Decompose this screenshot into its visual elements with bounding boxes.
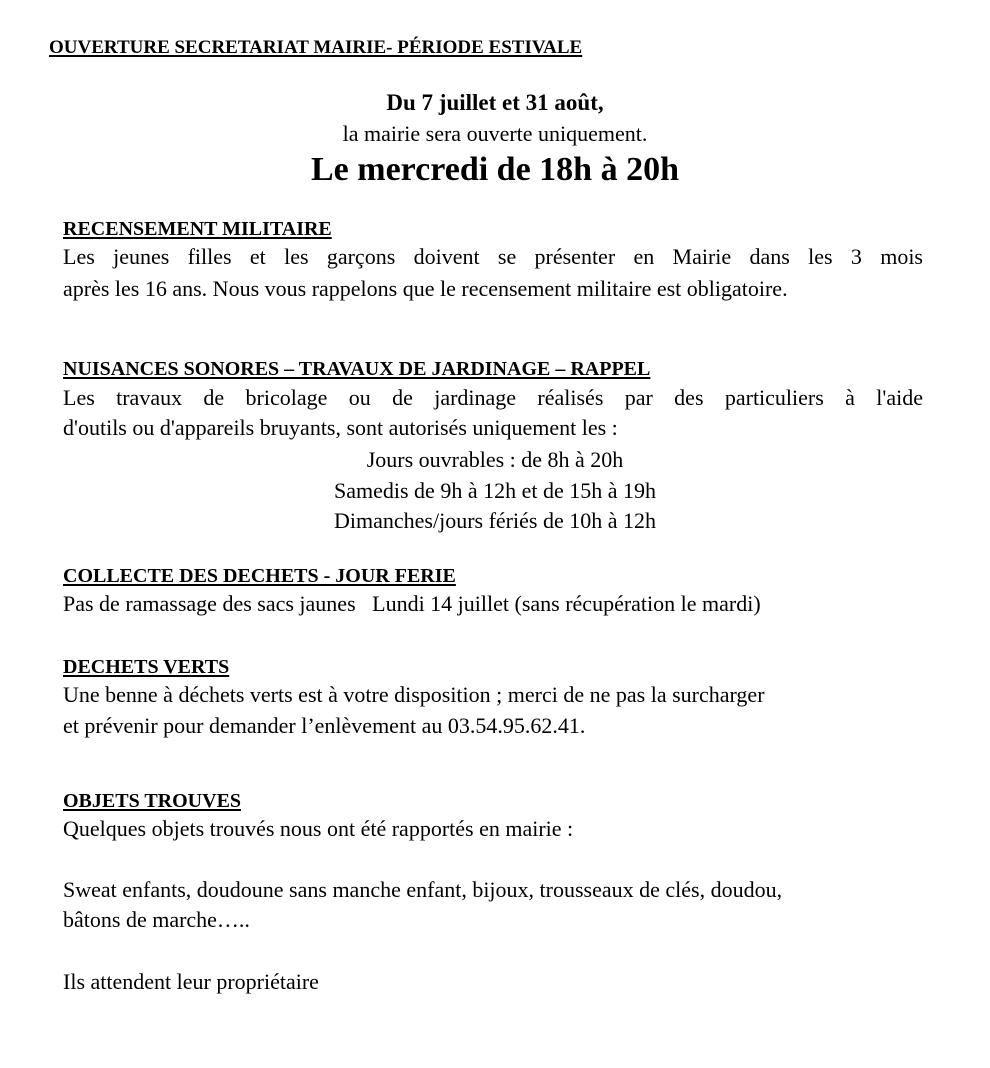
opening-subtitle: la mairie sera ouverte uniquement. bbox=[342, 121, 648, 146]
hours-saturdays: Samedis de 9h à 12h et de 15h à 19h bbox=[334, 478, 656, 503]
objets-closing: Ils attendent leur propriétaire bbox=[63, 969, 319, 994]
hours-sundays: Dimanches/jours fériés de 10h à 12h bbox=[334, 508, 656, 533]
recensement-text-line: Les jeunes filles et les garçons doivent se présenter en Mairie dans les 3 mois bbox=[63, 244, 923, 269]
recensement-heading: RECENSEMENT MILITAIRE bbox=[63, 218, 332, 240]
dechets-verts-text-line: Une benne à déchets verts est à votre disposition ; merci de ne pas la surcharger bbox=[63, 682, 765, 707]
dechets-verts-heading: DECHETS VERTS bbox=[63, 656, 230, 678]
nuisances-heading: NUISANCES SONORES – TRAVAUX DE JARDINAGE – RAPPEL bbox=[63, 358, 651, 380]
opening-schedule: Le mercredi de 18h à 20h bbox=[311, 151, 679, 188]
collecte-heading: COLLECTE DES DECHETS - JOUR FERIE bbox=[63, 565, 456, 587]
page-title: OUVERTURE SECRETARIAT MAIRIE- PÉRIODE ESTIVALE bbox=[49, 37, 583, 58]
nuisances-text-line: d'outils ou d'appareils bruyants, sont autorisés uniquement les : bbox=[63, 415, 618, 440]
nuisances-text-line: Les travaux de bricolage ou de jardinage réalisés par des particuliers à l'aide bbox=[63, 385, 923, 410]
objets-intro: Quelques objets trouvés nous ont été rapportés en mairie : bbox=[63, 816, 574, 841]
recensement-text-line: après les 16 ans. Nous vous rappelons que le recensement militaire est obligatoire. bbox=[63, 276, 788, 301]
opening-dates: Du 7 juillet et 31 août, bbox=[386, 90, 604, 115]
objets-list-line: bâtons de marche….. bbox=[63, 907, 250, 932]
dechets-verts-text-line: et prévenir pour demander l’enlèvement au 03.54.95.62.41. bbox=[63, 713, 586, 738]
objets-heading: OBJETS TROUVES bbox=[63, 790, 242, 812]
collecte-text-line: Pas de ramassage des sacs jaunes Lundi 14 juillet (sans récupération le mardi) bbox=[63, 591, 761, 616]
objets-list-line: Sweat enfants, doudoune sans manche enfant, bijoux, trousseaux de clés, doudou, bbox=[63, 877, 783, 902]
hours-weekdays: Jours ouvrables : de 8h à 20h bbox=[366, 447, 624, 472]
